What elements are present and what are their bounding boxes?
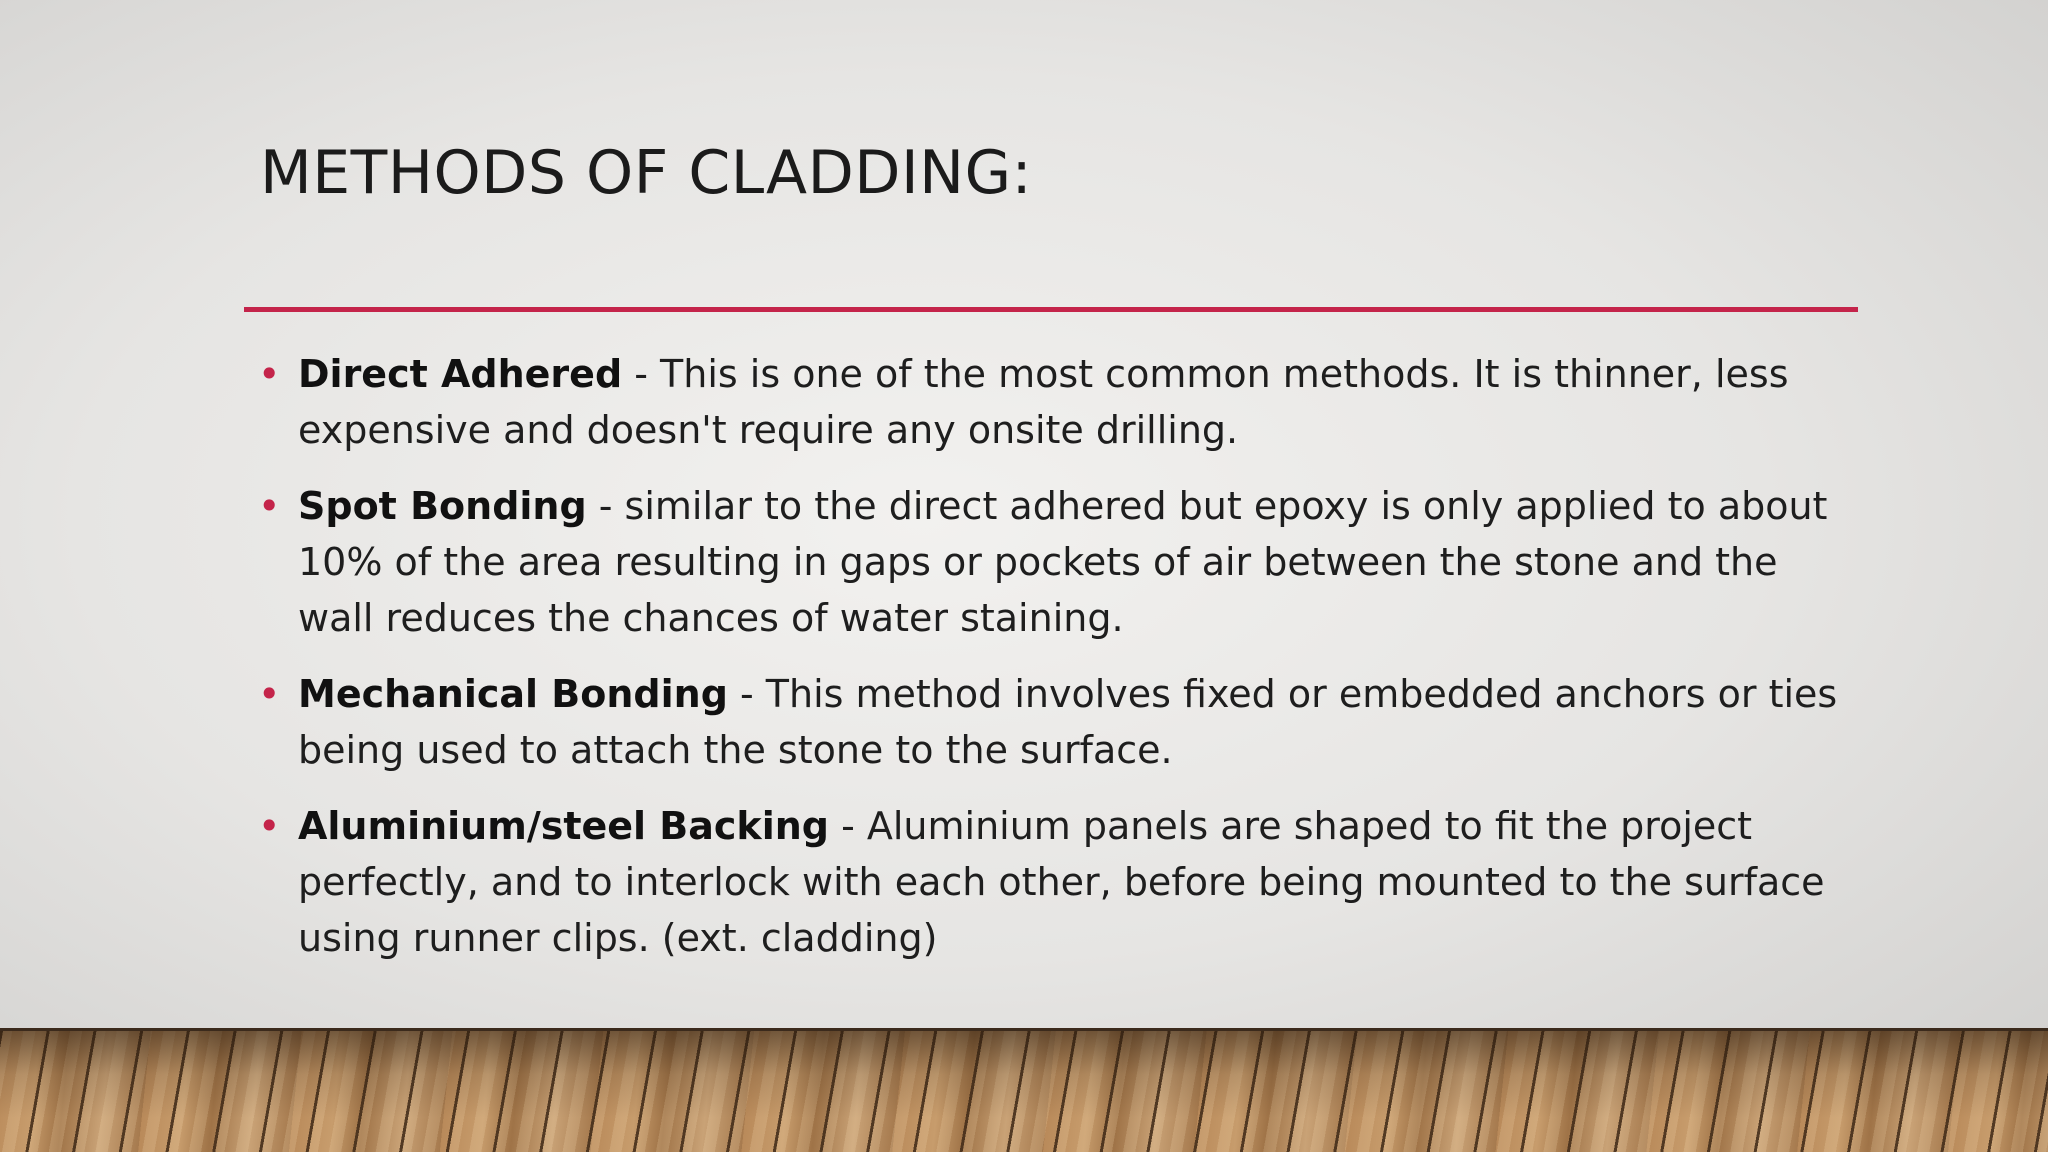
bullet-term: Spot Bonding (298, 484, 587, 528)
floor-shadow (0, 1031, 2048, 1152)
bullet-list (258, 346, 1858, 986)
bullet-item (258, 798, 1858, 966)
bullet-dot-icon: • (258, 804, 281, 848)
bullet-term: Aluminium/steel Backing (298, 804, 829, 848)
bullet-term: Mechanical Bonding (298, 672, 728, 716)
bullet-dot-icon: • (258, 352, 281, 396)
bullet-item (258, 478, 1858, 646)
bullet-text: - Aluminium panels are shaped to fit the project perfectly, and to interlock with each other, before being mounted to the surface using runner clips. (ext. cladding) (298, 804, 1825, 960)
wood-floor-image (0, 1028, 2048, 1152)
bullet-dot-icon: • (258, 672, 281, 716)
title-divider (244, 307, 1858, 312)
bullet-item (258, 666, 1858, 778)
bullet-dot-icon: • (258, 484, 281, 528)
bullet-text: - similar to the direct adhered but epoxy is only applied to about 10% of the area resulting in gaps or pockets of air between the stone and the wall reduces the chances of water staining. (298, 484, 1828, 640)
bullet-item (258, 346, 1858, 458)
bullet-text: - This is one of the most common methods. It is thinner, less expensive and doesn't require any onsite drilling. (298, 352, 1789, 452)
slide-title: METHODS OF CLADDING: (260, 138, 1033, 208)
bullet-text: - This method involves fixed or embedded anchors or ties being used to attach the stone to the surface. (298, 672, 1838, 772)
bullet-term: Direct Adhered (298, 352, 623, 396)
